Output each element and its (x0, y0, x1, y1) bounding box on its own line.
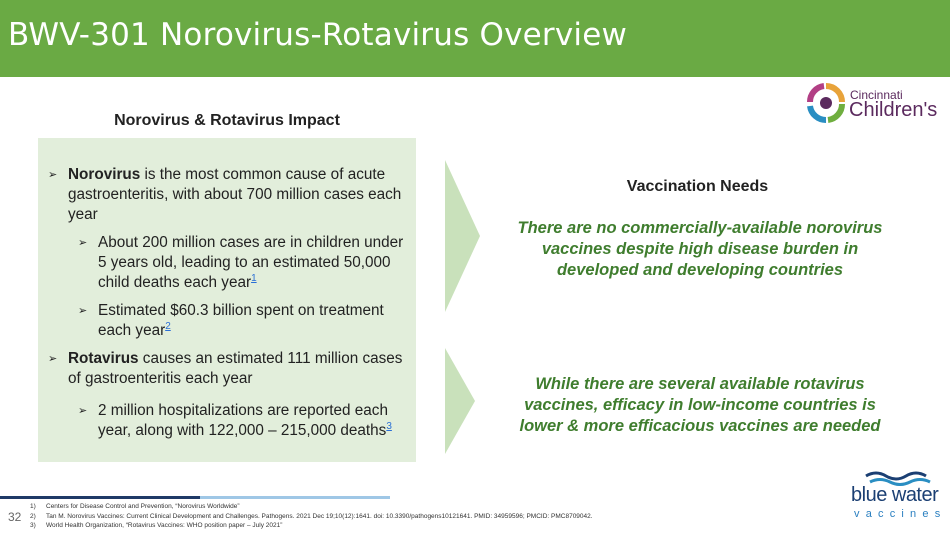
bullet-text: Estimated $60.3 billion spent on treatment each year (98, 302, 384, 339)
vaccination-needs-heading: Vaccination Needs (626, 178, 769, 195)
bluewater-logo-line2: vaccines (854, 508, 947, 520)
cincinnati-logo-line1: Cincinnati (850, 88, 903, 102)
norovirus-need-callout: There are no commercially-available norovirus vaccines despite high disease burden in developed and developing countries (517, 219, 883, 279)
impact-heading: Norovirus & Rotavirus Impact (114, 112, 340, 129)
bullet-children-cases (78, 233, 408, 293)
reference-item (30, 512, 593, 522)
reference-item (30, 502, 593, 512)
reference-link-3[interactable]: 3 (386, 420, 392, 432)
blue-water-vaccines-logo (848, 470, 947, 528)
cincinnati-logo-line2: Children's (849, 99, 938, 121)
reference-number: 2) (30, 512, 36, 520)
arrow-bullet-icon: ➢ (78, 405, 88, 417)
arrow-bullet-icon: ➢ (48, 353, 58, 365)
rotavirus-need-callout: While there are several available rotavirus vaccines, efficacy in low-income countries is lower & more efficacious vaccines are needed (519, 375, 881, 435)
reference-link-2[interactable]: 2 (165, 320, 171, 332)
bullet-text: 2 million hospitalizations are reported each year, along with 122,000 – 215,000 deaths (98, 402, 388, 439)
bullet-text: is the most common cause of acute gastroenteritis, with about 700 million cases each year (68, 166, 402, 223)
bullet-text: About 200 million cases are in children under 5 years old, leading to an estimated 50,000 child deaths each year (98, 234, 404, 291)
reference-text: Centers for Disease Control and Prevention, “Norovirus Worldwide” (46, 503, 240, 510)
title-bar (0, 0, 950, 77)
cincinnati-childrens-mark-icon (806, 82, 846, 130)
chevron-arrow-icon (445, 348, 475, 454)
bluewater-logo-line1: blue water (851, 484, 939, 506)
bullet-treatment-cost (78, 301, 408, 341)
chevron-arrow-icon (445, 160, 480, 312)
bullet-rotavirus (48, 349, 408, 389)
bullet-lead: Rotavirus (68, 350, 139, 367)
slide-title: BWV-301 Norovirus-Rotavirus Overview (8, 17, 628, 53)
impact-panel (38, 138, 416, 462)
footer-divider-light (200, 496, 390, 499)
reference-link-1[interactable]: 1 (251, 272, 257, 284)
reference-number: 1) (30, 503, 36, 510)
arrow-bullet-icon: ➢ (78, 305, 88, 317)
arrow-bullet-icon: ➢ (78, 237, 88, 249)
footer-divider-dark (0, 496, 200, 499)
reference-text: Tan M. Norovirus Vaccines: Current Clinical Development and Challenges. Pathogens. 2021 Dec 19;10(12):1641. doi: 10.3390/pathogens10121641. PMID: 34959596; PMCID: PMC8709042. (46, 512, 593, 520)
references-list (30, 502, 593, 531)
reference-number: 3) (30, 522, 36, 529)
reference-text: World Health Organization, “Rotavirus Vaccines: WHO position paper – July 2021” (46, 522, 283, 529)
arrow-bullet-icon: ➢ (48, 169, 58, 181)
reference-item (30, 521, 593, 531)
cincinnati-childrens-logo (806, 80, 946, 132)
bullet-norovirus (48, 165, 406, 225)
bullet-hospitalizations (78, 401, 410, 441)
bullet-text: causes an estimated 111 million cases of gastroenteritis each year (68, 350, 403, 387)
bullet-lead: Norovirus (68, 166, 141, 183)
page-number: 32 (8, 510, 22, 524)
